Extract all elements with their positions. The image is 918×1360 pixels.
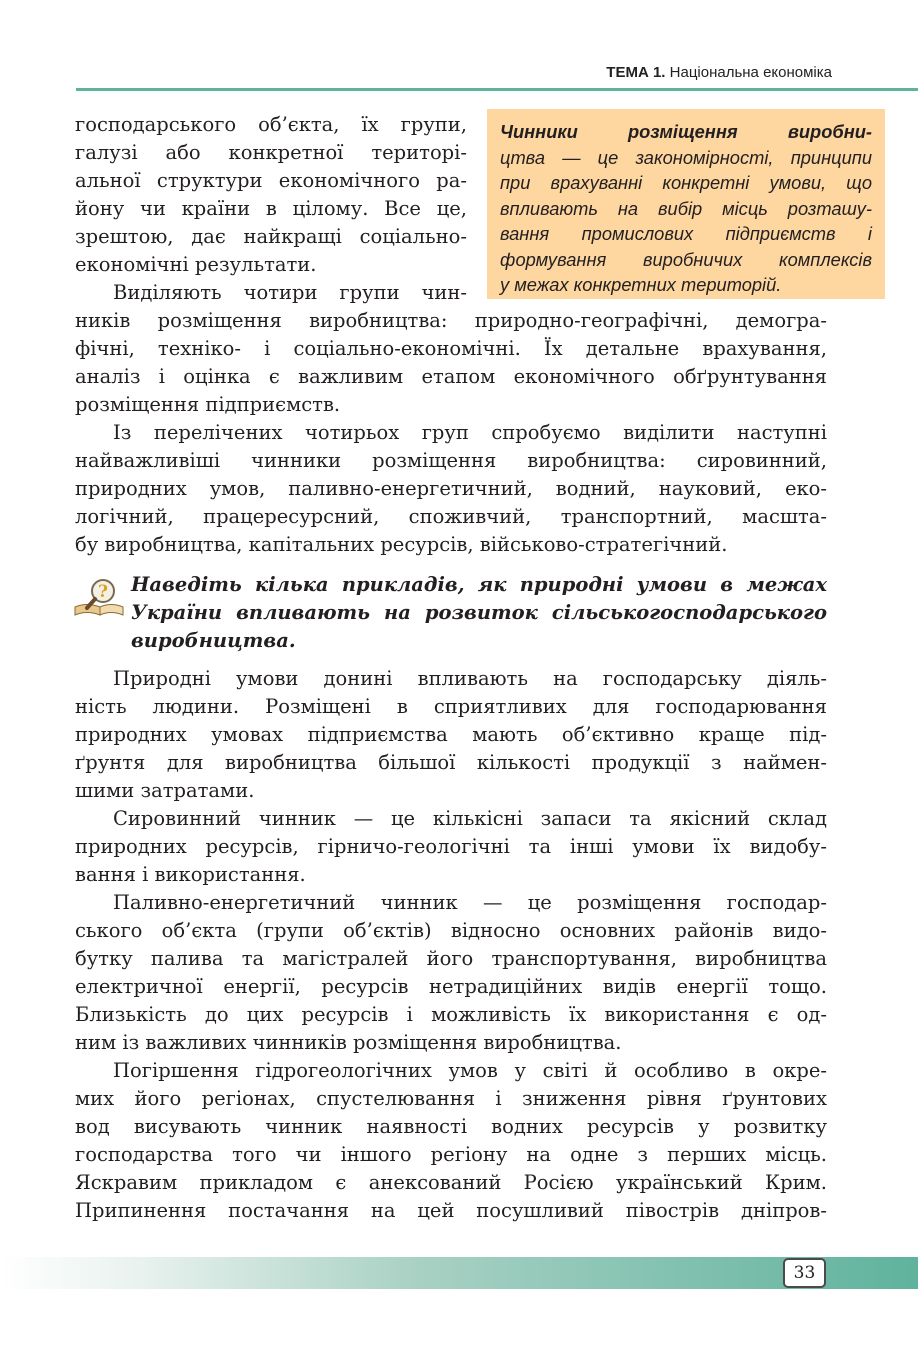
definition-line: вання промислових підприємств і [500, 223, 872, 244]
definition-line: при врахуванні конкретні умови, що [500, 172, 872, 193]
text-line: найважливіші чинники розміщення виробництва: сировинний, [75, 449, 827, 472]
page-number: 33 [783, 1258, 826, 1288]
text-line: природних умов, паливно-енергетичний, водний, науковий, еко- [75, 477, 827, 500]
text-line: Виділяють чотири групи чин- [113, 281, 467, 304]
paragraph-5 [75, 805, 827, 889]
topic-number: ТЕМА 1. [606, 64, 666, 81]
question-line: України впливають на розвиток сільськогосподарського [131, 601, 827, 624]
text-line: вання і використання. [75, 863, 306, 886]
text-line: альної структури економічного ра- [75, 169, 467, 192]
footer-band [0, 1257, 918, 1289]
paragraph-6 [75, 889, 827, 1057]
text-line: вод висувають чинник наявності водних ресурсів у розвитку [75, 1115, 827, 1138]
text-line: бутку палива та магістралей його транспортування, виробництва [75, 947, 827, 970]
question-prompt [131, 571, 827, 655]
question-book-icon [73, 575, 131, 619]
text-line: природних ресурсів, гірничо-геологічні та інші умови їх видобу- [75, 835, 827, 858]
text-line: ників розміщення виробництва: природно-географічні, демогра- [75, 309, 827, 332]
definition-box [487, 109, 885, 299]
paragraph-7 [75, 1057, 827, 1225]
text-line: електричної енергії, ресурсів нетрадиційних видів енергії тощо. [75, 975, 827, 998]
text-line: Сировинний чинник — це кількісні запаси та якісний склад [113, 807, 827, 830]
definition-line: впливають на вибір місць розташу- [500, 197, 872, 219]
paragraph-2 [75, 279, 827, 419]
text-line: фічні, техніко- і соціально-економічні. Їх детальне врахування, [75, 337, 827, 360]
text-line: бу виробництва, капітальних ресурсів, військово-стратегічний. [75, 533, 728, 556]
text-line: Яскравим прикладом є анексований Росією український Крим. [75, 1171, 827, 1194]
question-line: Наведіть кілька прикладів, як природні умови в межах [131, 573, 827, 596]
definition-line: у межах конкретних територій. [500, 274, 782, 295]
text-line: ність людини. Розміщені в сприятливих для господарювання [75, 695, 827, 718]
text-line: мих його регіонах, спустелювання і зниження рівня ґрунтових [75, 1087, 827, 1110]
paragraph-1 [75, 111, 467, 279]
definition-line: формування виробничих комплексів [500, 248, 872, 270]
text-line: Із перелічених чотирьох груп спробуємо виділити наступні [113, 421, 827, 444]
definition-line: Чинники розміщення виробни- [500, 121, 872, 142]
text-line: природних умовах підприємства мають об’єктивно краще під- [75, 723, 827, 746]
text-line: йону чи країни в цілому. Все це, [75, 197, 467, 220]
text-line: ґрунтя для виробництва більшої кількості продукції з наймен- [75, 751, 827, 774]
text-line: аналіз і оцінка є важливим етапом економічного обґрунтування [75, 365, 827, 388]
text-line: розміщення підприємств. [75, 393, 341, 416]
svg-text:?: ? [98, 582, 108, 602]
text-line: Паливно-енергетичний чинник — це розміщення господар- [113, 891, 827, 914]
text-line: Погіршення гідрогеологічних умов у світі й особливо в окре- [113, 1059, 827, 1082]
text-line: Природні умови донині впливають на господарську діяль- [113, 667, 827, 690]
text-line: Близькість до цих ресурсів і можливість їх використання є од- [75, 1003, 827, 1026]
paragraph-4 [75, 665, 827, 805]
text-line: Припинення постачання на цей посушливий півострів дніпров- [75, 1199, 827, 1222]
definition-line: цтва — це закономірності, принципи [500, 146, 872, 168]
text-line: шими затратами. [75, 779, 255, 802]
topic-title: Національна економіка [669, 64, 832, 81]
text-line: господарства того чи іншого регіону на одне з перших місць. [75, 1143, 827, 1166]
text-line: економічні результати. [75, 253, 317, 276]
question-line: виробництва. [131, 629, 296, 652]
text-line: господарського об’єкта, їх групи, [75, 113, 467, 136]
text-line: галузі або конкретної територі- [75, 141, 467, 164]
header-rule [76, 88, 918, 91]
running-header [606, 64, 832, 81]
text-line: ним із важливих чинників розміщення виробництва. [75, 1031, 622, 1054]
text-line: ського об’єкта (групи об’єктів) відносно основних районів видо- [75, 919, 827, 942]
text-line: зрештою, дає найкращі соціально- [75, 225, 467, 248]
paragraph-3 [75, 419, 827, 559]
text-line: логічний, працересурсний, споживчий, транспортний, масшта- [75, 505, 827, 528]
